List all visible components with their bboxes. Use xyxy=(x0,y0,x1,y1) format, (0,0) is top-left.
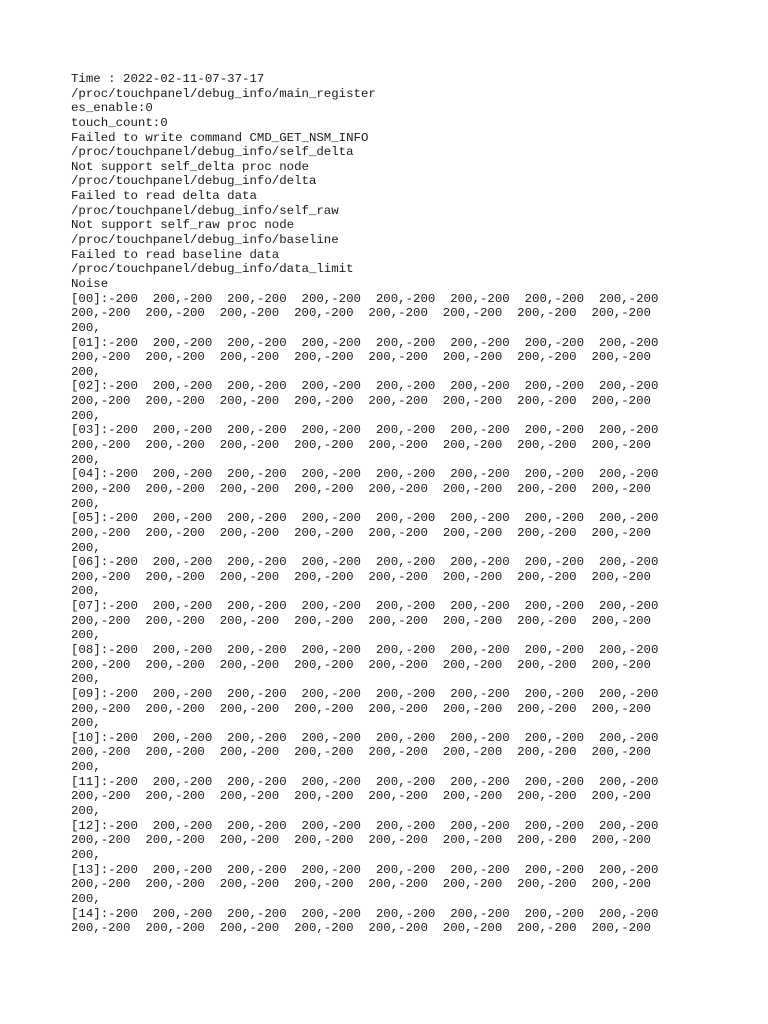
noise-row-line: 200,-200 200,-200 200,-200 200,-200 200,-200 200,-200 200,-200 200,-200 xyxy=(71,921,651,936)
noise-row-line: [11]:-200 200,-200 200,-200 200,-200 200,-200 200,-200 200,-200 200,-200 xyxy=(71,774,659,789)
log-path-main-register: /proc/touchpanel/debug_info/main_register xyxy=(71,86,376,101)
noise-row xyxy=(71,863,751,907)
noise-row-line: 200, xyxy=(71,891,101,906)
log-self-raw-status: Not support self_raw proc node xyxy=(71,218,295,233)
log-path-self-raw: /proc/touchpanel/debug_info/self_raw xyxy=(71,203,339,218)
noise-row-line: 200,-200 200,-200 200,-200 200,-200 200,-200 200,-200 200,-200 200,-200 xyxy=(71,833,651,848)
noise-row-line: 200,-200 200,-200 200,-200 200,-200 200,-200 200,-200 200,-200 200,-200 xyxy=(71,481,651,496)
noise-row-line: 200,-200 200,-200 200,-200 200,-200 200,-200 200,-200 200,-200 200,-200 xyxy=(71,745,651,760)
log-es-enable: es_enable:0 xyxy=(71,101,153,116)
noise-row xyxy=(71,423,751,467)
noise-row-line: [06]:-200 200,-200 200,-200 200,-200 200,-200 200,-200 200,-200 200,-200 xyxy=(71,555,659,570)
noise-row-line: 200,-200 200,-200 200,-200 200,-200 200,-200 200,-200 200,-200 200,-200 xyxy=(71,569,651,584)
noise-row xyxy=(71,555,751,599)
noise-row-line: [12]:-200 200,-200 200,-200 200,-200 200,-200 200,-200 200,-200 200,-200 xyxy=(71,818,659,833)
log-self-delta-status: Not support self_delta proc node xyxy=(71,159,309,174)
log-path-self-delta: /proc/touchpanel/debug_info/self_delta xyxy=(71,145,354,160)
noise-row-line: [10]:-200 200,-200 200,-200 200,-200 200,-200 200,-200 200,-200 200,-200 xyxy=(71,730,659,745)
noise-row-line: 200,-200 200,-200 200,-200 200,-200 200,-200 200,-200 200,-200 200,-200 xyxy=(71,701,651,716)
noise-row-line: 200,-200 200,-200 200,-200 200,-200 200,-200 200,-200 200,-200 200,-200 xyxy=(71,877,651,892)
noise-row xyxy=(71,643,751,687)
noise-row-line: 200, xyxy=(71,540,101,555)
log-path-delta: /proc/touchpanel/debug_info/delta xyxy=(71,174,317,189)
noise-row-line: 200, xyxy=(71,408,101,423)
noise-row xyxy=(71,292,751,336)
noise-row-line: 200,-200 200,-200 200,-200 200,-200 200,-200 200,-200 200,-200 200,-200 xyxy=(71,306,651,321)
log-timestamp: Time : 2022-02-11-07-37-17 xyxy=(71,72,265,86)
noise-row-line: 200, xyxy=(71,452,101,467)
log-baseline-status: Failed to read baseline data xyxy=(71,247,280,262)
noise-row-line: 200, xyxy=(71,364,101,379)
noise-row-line: 200,-200 200,-200 200,-200 200,-200 200,-200 200,-200 200,-200 200,-200 xyxy=(71,525,651,540)
noise-row xyxy=(71,731,751,775)
noise-row-line: 200, xyxy=(71,320,101,335)
noise-row-line: [05]:-200 200,-200 200,-200 200,-200 200,-200 200,-200 200,-200 200,-200 xyxy=(71,511,659,526)
noise-row xyxy=(71,599,751,643)
log-delta-status: Failed to read delta data xyxy=(71,189,257,204)
log-noise-heading: Noise xyxy=(71,276,109,291)
log-error-nsm-info: Failed to write command CMD_GET_NSM_INFO xyxy=(71,130,369,145)
noise-row-line: 200,-200 200,-200 200,-200 200,-200 200,-200 200,-200 200,-200 200,-200 xyxy=(71,657,651,672)
noise-row-line: 200,-200 200,-200 200,-200 200,-200 200,-200 200,-200 200,-200 200,-200 xyxy=(71,394,651,409)
noise-row xyxy=(71,467,751,511)
noise-row xyxy=(71,907,751,936)
noise-row xyxy=(71,511,751,555)
noise-row-line: [03]:-200 200,-200 200,-200 200,-200 200,-200 200,-200 200,-200 200,-200 xyxy=(71,423,659,438)
noise-row-line: 200, xyxy=(71,496,101,511)
noise-row-line: 200,-200 200,-200 200,-200 200,-200 200,-200 200,-200 200,-200 200,-200 xyxy=(71,789,651,804)
noise-row-line: 200, xyxy=(71,847,101,862)
noise-row-line: [01]:-200 200,-200 200,-200 200,-200 200,-200 200,-200 200,-200 200,-200 xyxy=(71,335,659,350)
log-path-data-limit: /proc/touchpanel/debug_info/data_limit xyxy=(71,262,354,277)
noise-row-line: 200, xyxy=(71,716,101,731)
debug-log-document xyxy=(71,72,751,936)
noise-row-line: [00]:-200 200,-200 200,-200 200,-200 200,-200 200,-200 200,-200 200,-200 xyxy=(71,291,659,306)
noise-row-line: 200, xyxy=(71,584,101,599)
noise-row xyxy=(71,336,751,380)
noise-row-line: [04]:-200 200,-200 200,-200 200,-200 200,-200 200,-200 200,-200 200,-200 xyxy=(71,467,659,482)
log-touch-count: touch_count:0 xyxy=(71,115,168,130)
noise-row xyxy=(71,379,751,423)
noise-row-line: 200,-200 200,-200 200,-200 200,-200 200,-200 200,-200 200,-200 200,-200 xyxy=(71,613,651,628)
noise-row-line: 200,-200 200,-200 200,-200 200,-200 200,-200 200,-200 200,-200 200,-200 xyxy=(71,350,651,365)
noise-row xyxy=(71,775,751,819)
noise-row xyxy=(71,819,751,863)
noise-row-line: 200, xyxy=(71,760,101,775)
noise-row-line: [14]:-200 200,-200 200,-200 200,-200 200,-200 200,-200 200,-200 200,-200 xyxy=(71,906,659,921)
noise-row-line: [09]:-200 200,-200 200,-200 200,-200 200,-200 200,-200 200,-200 200,-200 xyxy=(71,686,659,701)
noise-row-line: 200,-200 200,-200 200,-200 200,-200 200,-200 200,-200 200,-200 200,-200 xyxy=(71,438,651,453)
noise-row-line: [07]:-200 200,-200 200,-200 200,-200 200,-200 200,-200 200,-200 200,-200 xyxy=(71,599,659,614)
noise-row-line: 200, xyxy=(71,672,101,687)
noise-row-line: 200, xyxy=(71,628,101,643)
noise-row-line: [02]:-200 200,-200 200,-200 200,-200 200,-200 200,-200 200,-200 200,-200 xyxy=(71,379,659,394)
log-path-baseline: /proc/touchpanel/debug_info/baseline xyxy=(71,233,339,248)
noise-row-line: 200, xyxy=(71,804,101,819)
noise-row xyxy=(71,687,751,731)
noise-row-line: [13]:-200 200,-200 200,-200 200,-200 200,-200 200,-200 200,-200 200,-200 xyxy=(71,862,659,877)
noise-row-line: [08]:-200 200,-200 200,-200 200,-200 200,-200 200,-200 200,-200 200,-200 xyxy=(71,642,659,657)
